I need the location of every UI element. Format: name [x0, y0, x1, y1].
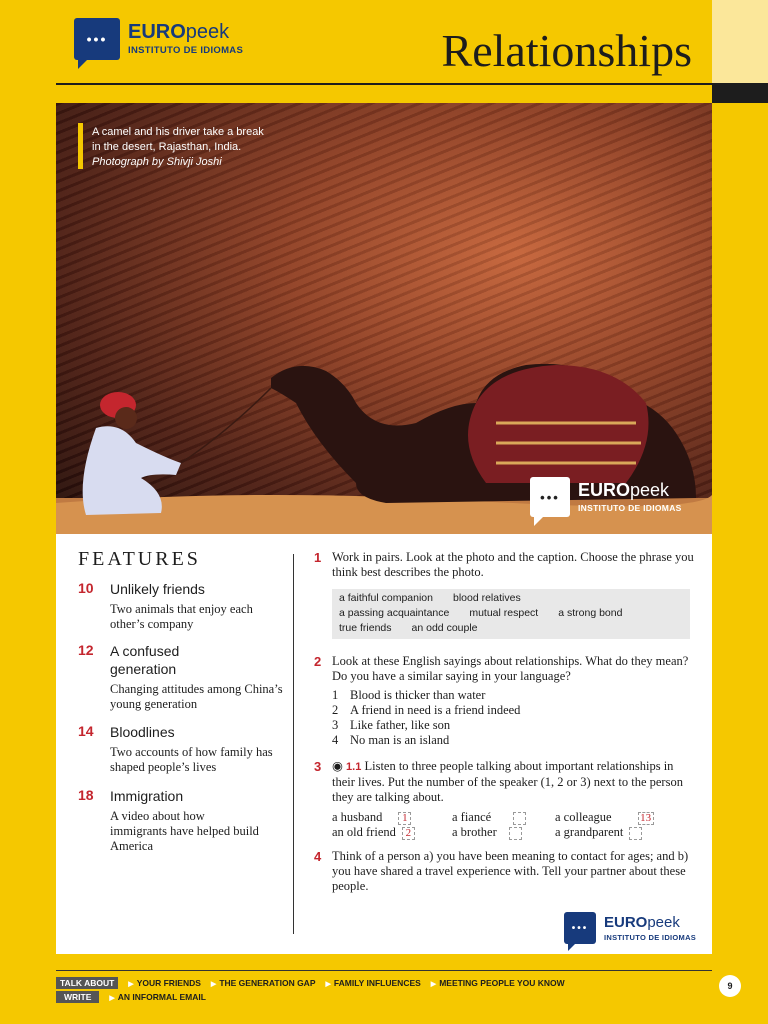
logo-peek: peek [185, 21, 230, 44]
exercise-1 [314, 550, 694, 580]
footer-topic: ▶ THE GENERATION GAP [211, 978, 316, 988]
exercise-number: 3 [314, 759, 322, 774]
features-heading: FEATURES [78, 548, 201, 570]
answer-box[interactable] [509, 827, 522, 840]
list-item: 1 Blood is thicker than water [332, 688, 486, 702]
content-panel [56, 534, 712, 954]
feature-description: Two accounts of how family has shaped people’s lives [110, 745, 273, 774]
audio-track-icon[interactable]: ◉ [332, 759, 343, 773]
list-item: 2 A friend in need is a friend indeed [332, 703, 521, 717]
match-item: a grandparent [555, 825, 642, 840]
phrase-option[interactable]: a passing acquaintance [339, 607, 450, 619]
europeek-logo [74, 18, 243, 60]
footer-rule [56, 970, 712, 971]
photo-credit: Photograph by Shivji Joshi [92, 156, 222, 168]
feature-title: Bloodlines [110, 724, 175, 740]
logo-euro: EURO [578, 480, 631, 501]
feature-item [78, 642, 283, 712]
phrase-option[interactable]: an odd couple [411, 622, 478, 634]
caption-line-1: A camel and his driver take a break [92, 126, 264, 138]
page-number: 9 [719, 975, 741, 997]
logo-peek: peek [647, 913, 680, 931]
talk-about-tag: TALK ABOUT [56, 977, 118, 989]
audio-track-number[interactable]: 1.1 [346, 761, 362, 773]
feature-title: A confused generation [110, 643, 180, 677]
feature-page-number: 12 [78, 642, 94, 658]
logo-subtitle: INSTITUTO DE IDIOMAS [604, 932, 697, 942]
feature-title: Immigration [110, 788, 184, 804]
feature-item [78, 580, 283, 632]
phrase-option[interactable]: blood relatives [452, 592, 521, 604]
answer-box[interactable] [629, 827, 642, 840]
feature-item [78, 723, 283, 775]
phrase-box [332, 589, 690, 639]
exercise-instructions: ◉ 1.1 Listen to three people talking about important relationships in their lives. Put the number of the speaker (1, 2 or 3) next to the person they are talking about. [332, 759, 683, 804]
exercise-instructions: Look at these English sayings about relationships. What do they mean? Do you have a similar saying in your language? [332, 654, 689, 683]
exercise-2 [314, 654, 694, 748]
write-row [56, 991, 216, 1003]
footer-topic: ▶ YOUR FRIENDS [128, 978, 201, 988]
match-item: a colleague 13 [555, 810, 654, 825]
feature-title: Unlikely friends [110, 581, 205, 597]
feature-page-number: 18 [78, 787, 94, 803]
feature-description: Two animals that enjoy each other’s company [110, 602, 253, 631]
logo-euro: EURO [128, 21, 186, 44]
photo-caption [92, 125, 312, 170]
logo-subtitle: INSTITUTO DE IDIOMAS [128, 45, 244, 57]
europeek-watermark-logo [530, 477, 682, 517]
right-strip [712, 0, 768, 83]
phrase-option[interactable]: a faithful companion [339, 592, 433, 604]
chat-bubble-icon: ••• [74, 18, 120, 60]
caption-accent-bar [78, 123, 83, 169]
chat-bubble-icon: ••• [564, 912, 596, 944]
list-item: 4 No man is an island [332, 733, 450, 747]
match-item: a brother [452, 825, 522, 840]
match-item: a husband 1 [332, 810, 411, 825]
page-title: Relationships [441, 25, 692, 76]
write-tag: WRITE [56, 991, 99, 1003]
caption-line-2: in the desert, Rajasthan, India. [92, 141, 242, 153]
exercise-number: 2 [314, 654, 322, 669]
exercise-number: 4 [314, 849, 322, 864]
desert-camel-photo [56, 103, 712, 534]
exercise-instructions: Think of a person a) you have been meaning to contact for ages; and b) you have shared a travel experience with. Tell your partner about these people. [332, 849, 689, 893]
talk-about-row [56, 977, 575, 989]
sayings-list [332, 688, 694, 748]
exercise-3 [314, 759, 694, 805]
europeek-logo [564, 912, 696, 944]
answer-box[interactable]: 13 [638, 812, 654, 825]
match-item: an old friend 2 [332, 825, 415, 840]
footer-topic: ▶ MEETING PEOPLE YOU KNOW [431, 978, 565, 988]
match-item: a fiancé [452, 810, 526, 825]
answer-box[interactable]: 1 [398, 812, 411, 825]
right-strip-dark [712, 83, 768, 103]
phrase-option[interactable]: a strong bond [558, 607, 623, 619]
phrase-option[interactable]: true friends [339, 622, 392, 634]
logo-peek: peek [630, 480, 670, 501]
logo-euro: EURO [604, 913, 648, 931]
feature-item [78, 787, 283, 854]
list-item: 3 Like father, like son [332, 718, 451, 732]
answer-box[interactable] [513, 812, 526, 825]
feature-page-number: 14 [78, 723, 94, 739]
exercise-instructions: Work in pairs. Look at the photo and the caption. Choose the phrase you think best describes the photo. [332, 550, 694, 579]
title-rule [56, 83, 712, 85]
column-divider [293, 554, 294, 934]
exercise-4 [314, 849, 694, 894]
logo-subtitle: INSTITUTO DE IDIOMAS [578, 503, 682, 514]
feature-description: A video about how immigrants have helped build America [110, 809, 259, 853]
answer-box[interactable]: 2 [402, 827, 415, 840]
footer-topic: ▶ AN INFORMAL EMAIL [109, 992, 206, 1002]
feature-page-number: 10 [78, 580, 94, 596]
feature-description: Changing attitudes among China’s young generation [110, 682, 283, 711]
footer-topic: ▶ FAMILY INFLUENCES [326, 978, 421, 988]
exercise-number: 1 [314, 550, 322, 565]
phrase-option[interactable]: mutual respect [469, 607, 539, 619]
chat-bubble-icon: ••• [530, 477, 570, 517]
